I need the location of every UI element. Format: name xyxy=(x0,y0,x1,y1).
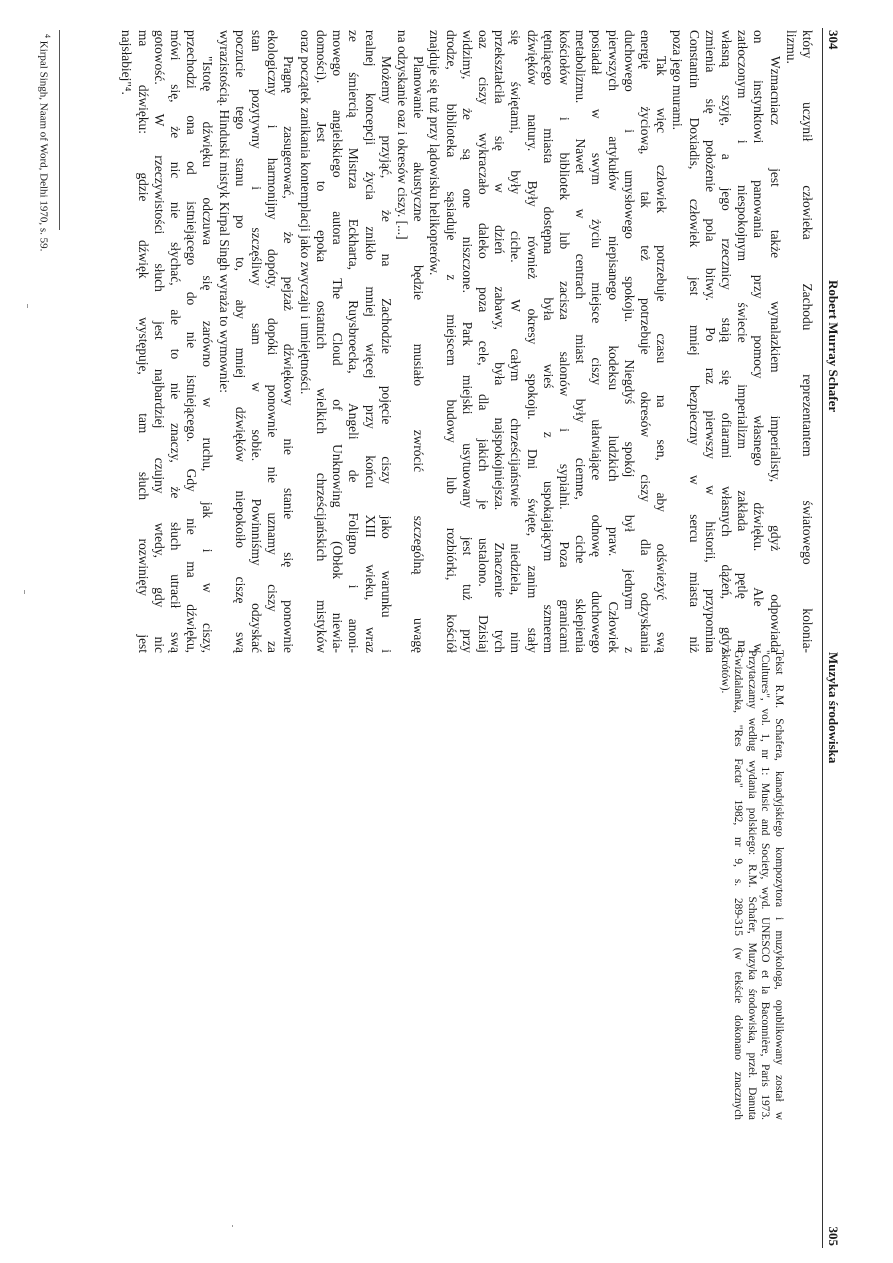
text-line: poczucie tego stanu po to, aby mniej dźwięków niepokoiło ciszę swą xyxy=(232,30,248,653)
text-line: metabolizmu. Nawet w centrach miast były ciemne, ciche sklepienia xyxy=(573,30,589,653)
note-line: Gwizdalanka, "Res Facta" 1982, nr 9, s. 289-315 (w tekście dokonano znacznych xyxy=(732,650,745,1120)
text-line: domości). Jest to epoka ostatnich wielkich chrześcijańskich mistyków xyxy=(313,30,329,653)
text-line: tętniącego miasta dostępna była wieś z uspokajającym szmerem xyxy=(540,30,556,653)
paragraph-start: Planowanie akustyczne będzie musiało zwrócić szczególną uwagę xyxy=(411,56,427,653)
text-line: posiadał w swym życiu miejsce ciszy ułatwiające odnowę duchowego xyxy=(589,30,605,653)
text-line: najsłabiej"⁴. xyxy=(119,30,135,95)
text-line: mówi się, że nic nie słychać, ale to nie znaczy, że słuch utracił swą xyxy=(168,30,184,653)
note-line: skrótów). xyxy=(718,650,731,694)
text-line: zatłoczonym i niespokojnym świecie imperializm zakłada pętlę na xyxy=(735,30,751,653)
footnote-marker: 4 xyxy=(43,34,52,38)
text-line: przekształciła się w dzień zabawy, była najspokojniejsza. Znaczenie tych xyxy=(492,30,508,653)
text-line: ze śmiercią Mistrza Eckharta, Ruysbroecka, Angeli de Foligno i anoni- xyxy=(346,30,362,653)
footnote xyxy=(36,34,54,251)
text-line: własną szyję, a jego rzecznicy stają się ofiarami własnych dążeń, gdyż xyxy=(718,30,734,653)
text-line: który uczynił człowieka Zachodu reprezentantem światowego kolonia- xyxy=(800,30,815,653)
text-line: ekologiczny i harmonijny dopóty, dopóki ponownie nie uznamy ciszy za xyxy=(265,30,281,653)
text-line: oaz ciszy wykraczało daleko poza cele, dla jakich je ustalono. Dzisiaj xyxy=(475,30,491,653)
page-304 xyxy=(0,28,893,655)
text-line: na odzyskanie oaz i okresów ciszy. [...] xyxy=(394,30,410,240)
running-head-author: Robert Murray Schafer xyxy=(826,280,841,413)
text-line: duchowego i umysłowego spokoju. Niegdyś spokój był jednym z xyxy=(621,30,637,653)
note-line: "Cultures", vol. 1, nr 1: Music and Society, wyd. UNESCO et la Baconnière, Paris 1973. xyxy=(759,650,772,1120)
body-text xyxy=(118,30,815,653)
text-line: zmienia się położenie pola bitwy. Po raz pierwszy w historii, przypomina xyxy=(702,30,718,653)
paragraph-start: Wzmacniacz jest także wynalazkiem imperialisty, gdyż odpowiada xyxy=(767,56,783,653)
text-line: oraz początek zanikania kontemplacji jako zwyczaju i umiejętności. xyxy=(297,30,313,395)
running-head xyxy=(822,648,841,1248)
paragraph-start: Pragnę zasugerować, że pejzaż dźwiękowy nie stanie się ponownie xyxy=(281,56,297,653)
text-line: znajduje się tuż przy lądowisku helikopterów. xyxy=(427,30,443,276)
text-line: kościołów i bibliotek lub zacisza salonów i sypialni. Poza granicami xyxy=(556,30,572,653)
page-number: 305 xyxy=(826,1226,841,1246)
text-line: widzimy, że są one niszczone. Park miejski usytuowany jest tuż przy xyxy=(459,30,475,653)
text-line: dźwięków natury. Były również okresy spokoju. Dni święte, zanim stały xyxy=(524,30,540,653)
text-line: on instynktowi panowania przy pomocy własnego dźwięku. Ale w xyxy=(751,30,767,653)
text-line: lizmu. xyxy=(783,30,799,64)
text-line: Constantin Doxiadis, człowiek jest mniej bezpieczny w sercu miasta niż xyxy=(686,30,702,653)
note-line: Przytaczamy według wydania polskiego: R.M. Schafer, Muzyka środowiska, przeł. Danuta xyxy=(745,650,758,1120)
quotation-start: "Istotę dźwięku odczuwa się zarówno w ruchu, jak i w ciszy, xyxy=(200,56,216,653)
running-head xyxy=(822,28,841,655)
source-note xyxy=(717,650,785,1120)
footnote-rule xyxy=(59,30,60,230)
page-305 xyxy=(0,648,893,1248)
scan-speck xyxy=(232,1225,233,1227)
text-line: energię życiową, tak też potrzebuje okresów ciszy dla odzyskania xyxy=(637,30,653,653)
text-line: wyrazistością. Hinduski mistyk Kirpal Singh wyraża to wymownie: xyxy=(216,30,232,393)
text-line: mowego angielskiego autora The Cloud of Unknowing (Obłok niewia- xyxy=(330,30,346,653)
footnote-text: Kirpal Singh, Naam of Word, Delhi 1970, s. 59. xyxy=(37,40,50,252)
paragraph-start: Możemy przyjąć, że na Zachodzie pojęcie ciszy jako warunku i xyxy=(378,56,394,653)
text-line: ma dźwięku: gdzie dźwięk występuje, tam słuch rozwinięty jest xyxy=(135,30,151,653)
scan-speck xyxy=(24,590,25,594)
paragraph-start: Tak więc człowiek potrzebuje czasu na sen, aby odświeżyć swą xyxy=(654,56,670,653)
text-line: pierwszych artykułów niepisanego kodeksu ludzkich praw. Człowiek xyxy=(605,30,621,653)
text-line: drodze, biblioteka sąsiaduje z miejscem budowy lub rozbiórki, kościół xyxy=(443,30,459,653)
text-line: realnej koncepcji życia znikło mniej więcej przy końcu XIII wieku, wraz xyxy=(362,30,378,653)
running-head-title: Muzyka środowiska xyxy=(826,652,841,764)
text-line: przechodzi ona od istniejącego do nie istniejącego. Gdy nie ma dźwięku, xyxy=(184,30,200,653)
text-line: poza jego murami. xyxy=(670,30,686,131)
text-line: gotowość. W rzeczywistości słuch jest najbardziej czujny wtedy, gdy nic xyxy=(151,30,167,653)
page-number: 304 xyxy=(826,30,841,50)
text-line: stan pozytywny i szczęśliwy sam w sobie. Powinniśmy odzyskać xyxy=(249,30,265,653)
scan-speck xyxy=(27,304,28,308)
note-line: Tekst R.M. Schafera, kanadyjskiego kompozytora i muzykologa, opublikowany został w xyxy=(773,650,785,1120)
text-line: się świętami, były ciche. W całym chrześcijaństwie niedziela, nim xyxy=(508,30,524,653)
